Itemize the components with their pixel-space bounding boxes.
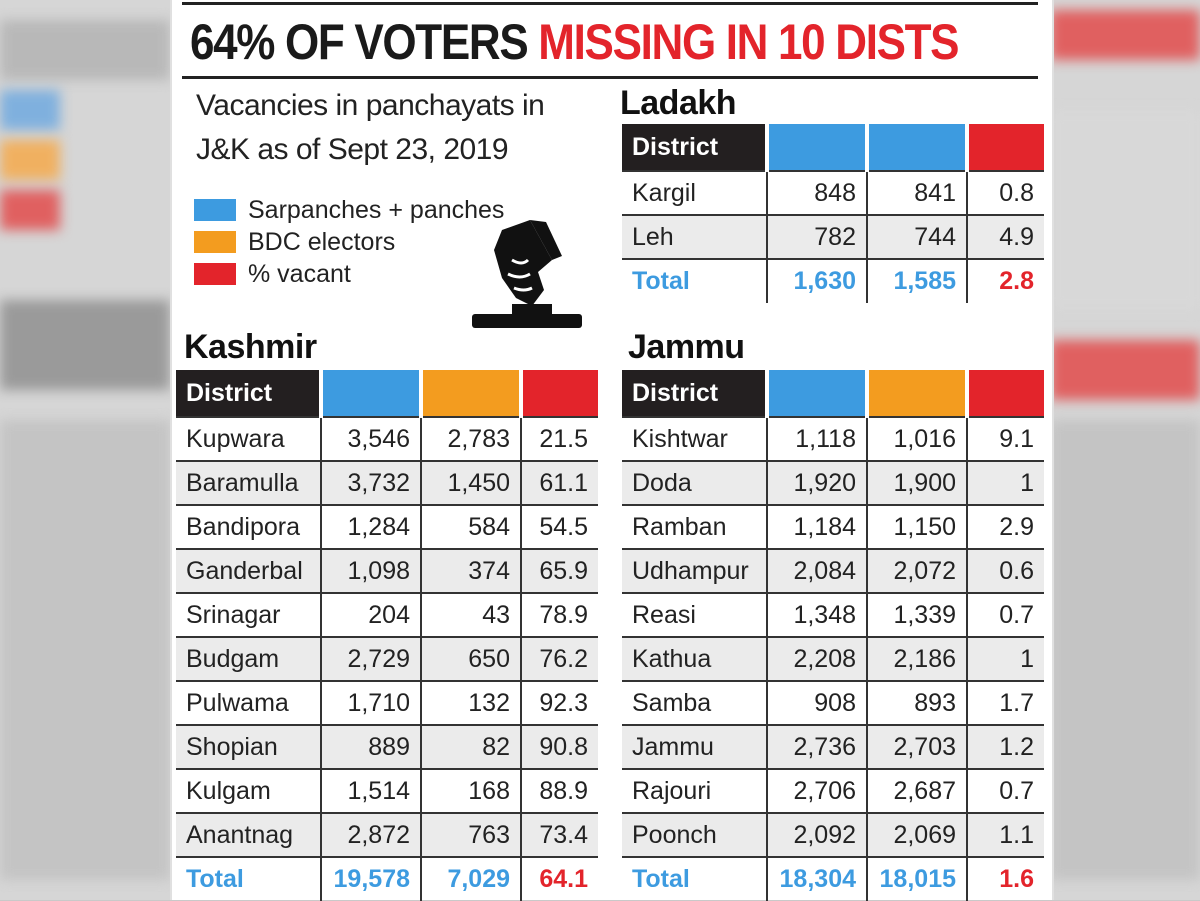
- bdc-value: 1,150: [867, 505, 967, 549]
- district-name: Udhampur: [622, 549, 767, 593]
- district-name: Kathua: [622, 637, 767, 681]
- legend-label: BDC electors: [248, 227, 396, 256]
- vacant-value: 4.9: [967, 215, 1044, 259]
- vacant-value: 92.3: [521, 681, 598, 725]
- sarpanches-value: 2,208: [767, 637, 867, 681]
- bdc-value: 1,016: [867, 417, 967, 461]
- sarpanches-value: 3,546: [321, 417, 421, 461]
- total-vacant: 2.8: [967, 259, 1044, 303]
- vacant-value: 21.5: [521, 417, 598, 461]
- jammu-table: [622, 370, 1044, 901]
- sarpanches-value: 2,729: [321, 637, 421, 681]
- sarpanches-value: 848: [767, 171, 867, 215]
- legend: [194, 194, 504, 290]
- bdc-value: 650: [421, 637, 521, 681]
- bdc-value: 168: [421, 769, 521, 813]
- sarpanches-value: 782: [767, 215, 867, 259]
- sarpanches-value: 1,710: [321, 681, 421, 725]
- legend-label: Sarpanches + panches: [248, 195, 505, 224]
- sarpanches-value: 1,920: [767, 461, 867, 505]
- headline-part2: MISSING IN 10 DISTS: [538, 14, 959, 70]
- vacant-value: 61.1: [521, 461, 598, 505]
- blurred-left-margin: [0, 0, 170, 900]
- district-name: Poonch: [622, 813, 767, 857]
- headline: [190, 12, 959, 72]
- kashmir-title: Kashmir: [184, 328, 317, 366]
- bdc-value: 744: [867, 215, 967, 259]
- vacant-value: 54.5: [521, 505, 598, 549]
- total-row: [176, 857, 598, 901]
- bdc-value: 2,783: [421, 417, 521, 461]
- district-name: Bandipora: [176, 505, 321, 549]
- sarpanches-value: 1,098: [321, 549, 421, 593]
- district-name: Reasi: [622, 593, 767, 637]
- jammu-title: Jammu: [628, 328, 745, 366]
- table-row: [622, 637, 1044, 681]
- header-swatch-red: [967, 370, 1044, 417]
- bdc-value: 2,687: [867, 769, 967, 813]
- sarpanches-value: 204: [321, 593, 421, 637]
- district-name: Shopian: [176, 725, 321, 769]
- district-name: Doda: [622, 461, 767, 505]
- total-row: [622, 857, 1044, 901]
- bdc-value: 893: [867, 681, 967, 725]
- sarpanches-value: 2,872: [321, 813, 421, 857]
- total-vacant: 64.1: [521, 857, 598, 901]
- subtitle-line1: Vacancies in panchayats in: [196, 89, 545, 122]
- vacant-value: 88.9: [521, 769, 598, 813]
- sarpanches-value: 1,184: [767, 505, 867, 549]
- total-row: [622, 259, 1044, 303]
- vacant-value: 78.9: [521, 593, 598, 637]
- table-row: [176, 681, 598, 725]
- table-row: [622, 171, 1044, 215]
- vacant-value: 0.7: [967, 769, 1044, 813]
- total-bdc: 7,029: [421, 857, 521, 901]
- table-row: [622, 769, 1044, 813]
- district-name: Kargil: [622, 171, 767, 215]
- headline-part1: 64% OF VOTERS: [190, 14, 528, 70]
- total-label: Total: [622, 259, 767, 303]
- legend-item-bdc: [194, 226, 504, 258]
- legend-swatch-orange: [194, 231, 236, 253]
- sarpanches-value: 908: [767, 681, 867, 725]
- sarpanches-value: 2,706: [767, 769, 867, 813]
- vacant-value: 1.7: [967, 681, 1044, 725]
- table-header: [622, 370, 1044, 417]
- bdc-value: 2,069: [867, 813, 967, 857]
- table-row: [176, 417, 598, 461]
- sarpanches-value: 2,092: [767, 813, 867, 857]
- header-swatch-orange: [421, 370, 521, 417]
- district-name: Baramulla: [176, 461, 321, 505]
- district-name: Ramban: [622, 505, 767, 549]
- district-name: Samba: [622, 681, 767, 725]
- district-name: Kupwara: [176, 417, 321, 461]
- header-swatch-red: [967, 124, 1044, 171]
- vacant-value: 9.1: [967, 417, 1044, 461]
- total-label: Total: [176, 857, 321, 901]
- vacant-value: 0.8: [967, 171, 1044, 215]
- infographic-page: [170, 0, 1054, 900]
- header-swatch-red: [521, 370, 598, 417]
- legend-item-sarpanches: [194, 194, 504, 226]
- kashmir-table: [176, 370, 598, 901]
- vacant-value: 76.2: [521, 637, 598, 681]
- table-row: [176, 549, 598, 593]
- sarpanches-value: 1,118: [767, 417, 867, 461]
- blurred-right-margin: [1050, 0, 1200, 900]
- header-swatch-blue: [321, 370, 421, 417]
- bdc-value: 2,072: [867, 549, 967, 593]
- table-row: [622, 417, 1044, 461]
- sarpanches-value: 2,736: [767, 725, 867, 769]
- ladakh-table: [622, 124, 1044, 303]
- bdc-value: 763: [421, 813, 521, 857]
- vacant-value: 90.8: [521, 725, 598, 769]
- headline-rule: [182, 76, 1038, 79]
- vacant-value: 1: [967, 637, 1044, 681]
- ballot-box-hand-icon: [472, 220, 592, 340]
- district-name: Kishtwar: [622, 417, 767, 461]
- table-row: [176, 813, 598, 857]
- sarpanches-value: 889: [321, 725, 421, 769]
- top-rule: [182, 2, 1038, 5]
- total-bdc: 1,585: [867, 259, 967, 303]
- sarpanches-value: 2,084: [767, 549, 867, 593]
- vacant-value: 0.6: [967, 549, 1044, 593]
- table-row: [176, 461, 598, 505]
- district-name: Anantnag: [176, 813, 321, 857]
- bdc-value: 2,186: [867, 637, 967, 681]
- total-vacant: 1.6: [967, 857, 1044, 901]
- table-row: [176, 725, 598, 769]
- table-header: [176, 370, 598, 417]
- header-swatch-blue: [767, 124, 867, 171]
- total-sarpanches: 19,578: [321, 857, 421, 901]
- bdc-value: 374: [421, 549, 521, 593]
- table-row: [176, 769, 598, 813]
- header-swatch-blue: [867, 124, 967, 171]
- bdc-value: 2,703: [867, 725, 967, 769]
- table-header: [622, 124, 1044, 171]
- table-row: [622, 549, 1044, 593]
- bdc-value: 43: [421, 593, 521, 637]
- bdc-value: 1,450: [421, 461, 521, 505]
- table-row: [176, 593, 598, 637]
- sarpanches-value: 3,732: [321, 461, 421, 505]
- district-name: Ganderbal: [176, 549, 321, 593]
- district-name: Rajouri: [622, 769, 767, 813]
- total-bdc: 18,015: [867, 857, 967, 901]
- subtitle-line2: J&K as of Sept 23, 2019: [196, 133, 509, 166]
- vacant-value: 0.7: [967, 593, 1044, 637]
- district-name: Srinagar: [176, 593, 321, 637]
- vacant-value: 2.9: [967, 505, 1044, 549]
- district-header: District: [622, 124, 767, 171]
- vacant-value: 65.9: [521, 549, 598, 593]
- district-header: District: [622, 370, 767, 417]
- table-row: [622, 725, 1044, 769]
- vacant-value: 1.1: [967, 813, 1044, 857]
- legend-swatch-red: [194, 263, 236, 285]
- total-label: Total: [622, 857, 767, 901]
- district-name: Jammu: [622, 725, 767, 769]
- bdc-value: 82: [421, 725, 521, 769]
- vacant-value: 1.2: [967, 725, 1044, 769]
- sarpanches-value: 1,514: [321, 769, 421, 813]
- sarpanches-value: 1,284: [321, 505, 421, 549]
- vacant-value: 1: [967, 461, 1044, 505]
- district-name: Kulgam: [176, 769, 321, 813]
- bdc-value: 1,900: [867, 461, 967, 505]
- table-row: [622, 681, 1044, 725]
- bdc-value: 132: [421, 681, 521, 725]
- legend-label: % vacant: [248, 259, 351, 288]
- legend-item-vacant: [194, 258, 504, 290]
- district-name: Budgam: [176, 637, 321, 681]
- table-row: [622, 505, 1044, 549]
- header-swatch-orange: [867, 370, 967, 417]
- sarpanches-value: 1,348: [767, 593, 867, 637]
- ladakh-title: Ladakh: [620, 84, 737, 122]
- table-row: [622, 461, 1044, 505]
- vacant-value: 73.4: [521, 813, 598, 857]
- bdc-value: 1,339: [867, 593, 967, 637]
- bdc-value: 841: [867, 171, 967, 215]
- table-row: [176, 505, 598, 549]
- bdc-value: 584: [421, 505, 521, 549]
- table-row: [622, 215, 1044, 259]
- subtitle: [196, 84, 596, 172]
- total-sarpanches: 18,304: [767, 857, 867, 901]
- legend-swatch-blue: [194, 199, 236, 221]
- total-sarpanches: 1,630: [767, 259, 867, 303]
- district-header: District: [176, 370, 321, 417]
- table-row: [176, 637, 598, 681]
- header-swatch-blue: [767, 370, 867, 417]
- table-row: [622, 813, 1044, 857]
- district-name: Pulwama: [176, 681, 321, 725]
- table-row: [622, 593, 1044, 637]
- district-name: Leh: [622, 215, 767, 259]
